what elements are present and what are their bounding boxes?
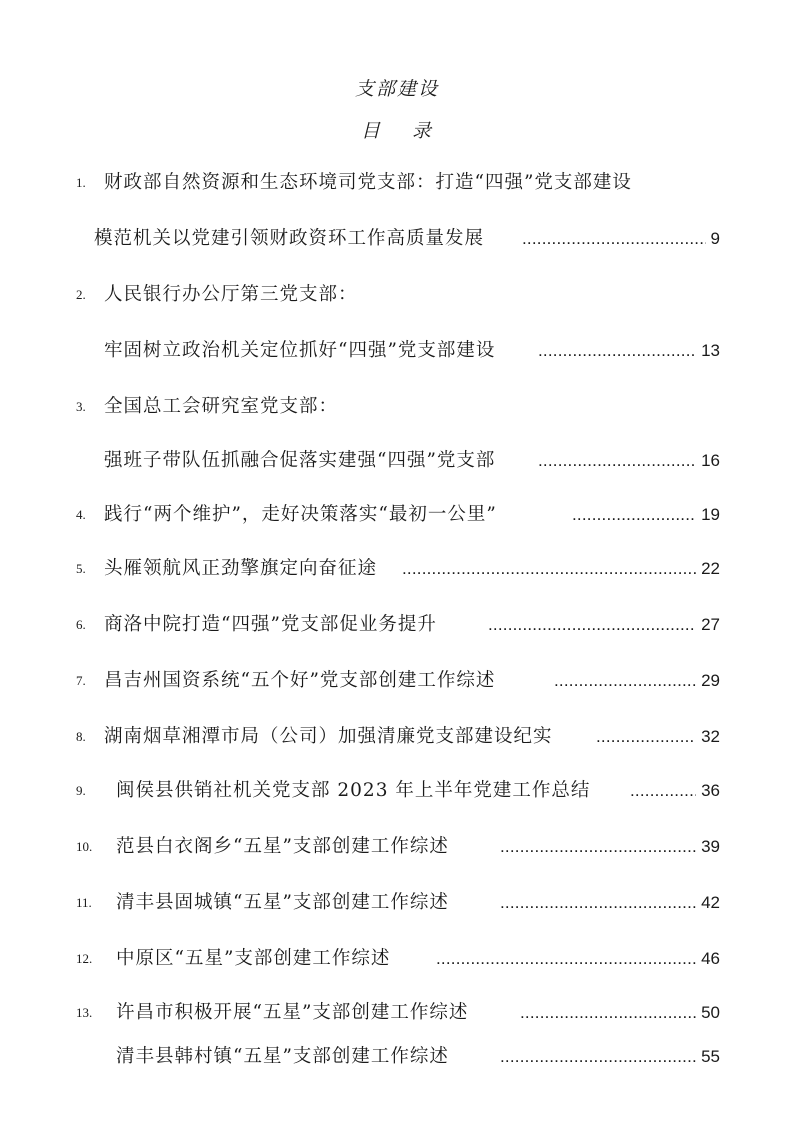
- dot-leader: [500, 830, 696, 864]
- toc-page-number: 36: [701, 781, 720, 800]
- section-title: 支部建设: [354, 78, 439, 100]
- toc-entry-number: 12.: [76, 951, 93, 966]
- toc-entry-6[interactable]: [0, 608, 794, 642]
- toc-entry-1[interactable]: [0, 166, 794, 200]
- toc-page-number: 46: [701, 949, 720, 968]
- toc-entry-title: 强班子带队伍抓融合促落实建强“四强”党支部: [104, 450, 496, 471]
- toc-entry-number: 5.: [76, 561, 86, 576]
- toc-page-number: 9: [710, 229, 720, 248]
- toc-heading: [0, 116, 794, 143]
- toc-entry-number: 3.: [76, 399, 86, 414]
- toc-entry-title: 牢固树立政治机关定位抓好“四强”党支部建设: [104, 340, 496, 361]
- toc-entry-4[interactable]: [0, 498, 794, 532]
- toc-entry-title: 头雁领航风正劲擎旗定向奋征途: [104, 558, 378, 579]
- dot-leader: [500, 1040, 696, 1074]
- toc-page-number: 42: [701, 893, 720, 912]
- toc-entry-number: 13.: [76, 1005, 93, 1020]
- toc-entry-2[interactable]: [0, 278, 794, 312]
- toc-heading-part-2: 录: [412, 120, 434, 142]
- toc-entry-title: 践行“两个维护”，走好决策落实“最初一公里”: [104, 504, 497, 525]
- toc-entry-7[interactable]: [0, 664, 794, 698]
- dot-leader: [554, 664, 696, 698]
- toc-entry-title: 湖南烟草湘潭市局（公司）加强清廉党支部建设纪实: [104, 726, 553, 747]
- toc-entry-title: 清丰县固城镇“五星”支部创建工作综述: [116, 892, 449, 913]
- toc-entry-title: 全国总工会研究室党支部：: [104, 396, 339, 417]
- toc-entry-number: 7.: [76, 673, 86, 688]
- dot-leader: [522, 222, 706, 256]
- dot-leader: [402, 552, 696, 586]
- toc-entry-13[interactable]: [0, 996, 794, 1030]
- dot-leader: [630, 774, 696, 808]
- toc-entry-number: 8.: [76, 729, 86, 744]
- toc-entry-title: 闽侯县供销社机关党支部 2023 年上半年党建工作总结: [116, 780, 591, 801]
- toc-page-number: 32: [701, 727, 720, 746]
- toc-entry-3[interactable]: [0, 390, 794, 424]
- toc-page-number: 27: [701, 615, 720, 634]
- toc-entry-11[interactable]: [0, 886, 794, 920]
- toc-page-number: 22: [701, 559, 720, 578]
- dot-leader: [520, 996, 696, 1030]
- toc-entry-title: 许昌市积极开展“五星”支部创建工作综述: [116, 1002, 469, 1023]
- toc-entry-title: 模范机关以党建引领财政资环工作高质量发展: [94, 228, 485, 249]
- toc-entry-8[interactable]: [0, 720, 794, 754]
- toc-entry-number: 1.: [76, 175, 86, 190]
- toc-entry-9[interactable]: [0, 774, 794, 808]
- toc-entry-number: 2.: [76, 287, 86, 302]
- dot-leader: [436, 942, 696, 976]
- dot-leader: [596, 720, 696, 754]
- toc-entry-title: 昌吉州国资系统“五个好”党支部创建工作综述: [104, 670, 496, 691]
- toc-entry-title: 人民银行办公厅第三党支部：: [104, 284, 358, 305]
- toc-entry-14[interactable]: [0, 1040, 794, 1074]
- toc-entry-number: 9.: [76, 783, 86, 798]
- dot-leader: [488, 608, 696, 642]
- dot-leader: [538, 444, 696, 478]
- toc-entry-title: 范县白衣阁乡“五星”支部创建工作综述: [116, 836, 449, 857]
- toc-entry-3-cont[interactable]: [0, 444, 794, 478]
- toc-heading-part-1: 目: [360, 120, 382, 142]
- dot-leader: [538, 334, 696, 368]
- toc-page-number: 50: [701, 1003, 720, 1022]
- toc-page-number: 39: [701, 837, 720, 856]
- toc-page-number: 19: [701, 505, 720, 524]
- toc-page-number: 55: [701, 1047, 720, 1066]
- toc-entry-2-cont[interactable]: [0, 334, 794, 368]
- toc-entry-title: 财政部自然资源和生态环境司党支部：打造“四强”党支部建设: [104, 172, 632, 193]
- toc-entry-title: 清丰县韩村镇“五星”支部创建工作综述: [116, 1046, 449, 1067]
- toc-entry-title: 商洛中院打造“四强”党支部促业务提升: [104, 614, 437, 635]
- dot-leader: [500, 886, 696, 920]
- toc-entry-number: 6.: [76, 617, 86, 632]
- toc-entry-5[interactable]: [0, 552, 794, 586]
- toc-entry-1-cont[interactable]: [0, 222, 794, 256]
- toc-page-number: 29: [701, 671, 720, 690]
- toc-entry-title: 中原区“五星”支部创建工作综述: [116, 948, 391, 969]
- toc-page-number: 16: [701, 451, 720, 470]
- toc-entry-12[interactable]: [0, 942, 794, 976]
- toc-entry-10[interactable]: [0, 830, 794, 864]
- toc-entry-number: 10.: [76, 839, 93, 854]
- dot-leader: [572, 498, 696, 532]
- toc-entry-number: 4.: [76, 507, 86, 522]
- toc-entry-number: 11.: [76, 895, 92, 910]
- toc-page-number: 13: [701, 341, 720, 360]
